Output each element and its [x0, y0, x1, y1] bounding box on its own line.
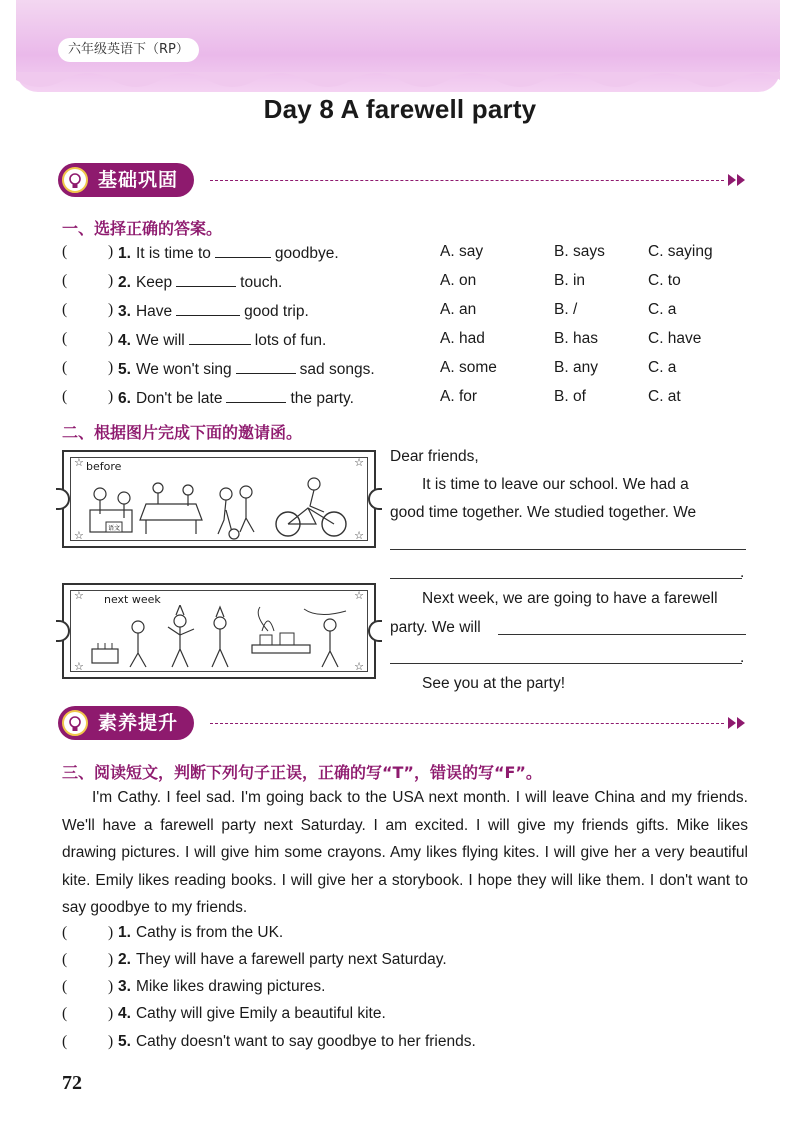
lightbulb-icon [62, 167, 88, 193]
answer-paren-close: ) [108, 1005, 114, 1022]
statement-text [118, 924, 283, 942]
answer-paren-close: ) [108, 301, 114, 318]
star-icon: ☆ [354, 457, 364, 469]
option-a: A. on [440, 272, 477, 289]
answer-paren-close: ) [108, 951, 114, 968]
answer-paren-open[interactable]: ( [62, 272, 68, 289]
answer-paren-open[interactable]: ( [62, 359, 68, 376]
option-c: C. have [648, 330, 702, 347]
picture-note: 语文 [108, 525, 121, 532]
question-row [62, 359, 742, 383]
answer-paren-close: ) [108, 978, 114, 995]
option-c: C. at [648, 388, 681, 405]
book-label: 六年级英语下（RP） [58, 38, 199, 62]
option-b: B. any [554, 359, 598, 376]
banner-pill [58, 163, 194, 197]
question-pre: We will [135, 332, 185, 349]
star-icon: ☆ [354, 590, 364, 602]
question-post: sad songs. [299, 361, 375, 378]
double-arrow-icon [726, 172, 748, 188]
answer-paren-open[interactable]: ( [62, 951, 68, 968]
statement-number: 5. [118, 1033, 131, 1050]
option-c: C. a [648, 359, 677, 376]
question-pre: Don't be late [135, 390, 223, 407]
answer-paren-close: ) [108, 359, 114, 376]
question-stem [118, 330, 326, 350]
option-c: C. saying [648, 243, 713, 260]
letter-greeting: Dear friends, [390, 448, 479, 465]
question-pre: Have [135, 303, 173, 320]
option-a: A. had [440, 330, 485, 347]
writing-line[interactable] [390, 578, 742, 579]
statement-row [62, 951, 748, 975]
double-arrow-icon [726, 715, 748, 731]
question-stem [118, 301, 309, 321]
statement-body: Mike likes drawing pictures. [135, 978, 326, 995]
reading-passage: I'm Cathy. I feel sad. I'm going back to the USA next month. I will leave China and my friends. We'll have a farewell party next Saturday. I am excited. I will give my friends gifts. Mike likes drawing pictures. I will give him some crayons. Amy likes flying kites. I will give her a very beautiful kite. Emily likes reading books. I will give her a storybook. I hope they will like them. I don't want to say goodbye to my friends. [62, 789, 748, 916]
banner-label: 基础巩固 [98, 169, 179, 191]
answer-paren-close: ) [108, 388, 114, 405]
picture-tag-next-week: next week [104, 593, 161, 606]
page-title: Day 8 A farewell party [263, 94, 537, 124]
letter-line-2: good time together. We studied together. We [390, 504, 697, 521]
question-pre: It is time to [135, 245, 211, 262]
answer-paren-close: ) [108, 330, 114, 347]
school-activities-illustration [84, 474, 360, 542]
picture-tag-before: before [86, 460, 122, 473]
banner-pill [58, 706, 194, 740]
question-row [62, 301, 742, 325]
answer-paren-open[interactable]: ( [62, 301, 68, 318]
question-post: the party. [290, 390, 354, 407]
statement-row [62, 1033, 748, 1057]
statement-number: 3. [118, 978, 131, 995]
party-illustration [84, 605, 360, 673]
letter-closing: See you at the party! [422, 675, 566, 692]
option-c: C. a [648, 301, 677, 318]
answer-paren-close: ) [108, 243, 114, 260]
statement-text [118, 1005, 386, 1023]
answer-blank[interactable] [226, 388, 286, 403]
question-post: goodbye. [274, 245, 339, 262]
star-icon: ☆ [354, 661, 364, 673]
question-row [62, 330, 742, 354]
question-number: 5. [118, 361, 131, 378]
star-icon: ☆ [74, 530, 84, 542]
answer-paren-open[interactable]: ( [62, 1033, 68, 1050]
question-row [62, 388, 742, 412]
letter-line-3: Next week, we are going to have a farewell [422, 590, 718, 607]
answer-paren-close: ) [108, 924, 114, 941]
statement-body: Cathy doesn't want to say goodbye to her friends. [135, 1033, 476, 1050]
banner-label: 素养提升 [98, 712, 179, 734]
question-pre: We won't sing [135, 361, 232, 378]
answer-blank[interactable] [189, 330, 251, 345]
ticket-notch-right [368, 488, 382, 510]
statement-row [62, 1005, 748, 1029]
question-number: 4. [118, 332, 131, 349]
answer-blank[interactable] [236, 359, 296, 374]
section-banner-improve [58, 706, 748, 740]
statement-body: They will have a farewell party next Saturday. [135, 951, 447, 968]
header-wave-decoration [16, 72, 780, 96]
answer-blank[interactable] [215, 243, 271, 258]
option-c: C. to [648, 272, 681, 289]
picture-next-week [62, 583, 376, 679]
question-post: touch. [240, 274, 283, 291]
option-a: A. an [440, 301, 477, 318]
option-b: B. in [554, 272, 586, 289]
dashed-divider [210, 723, 724, 724]
answer-blank[interactable] [176, 301, 240, 316]
page-number: 72 [62, 1072, 82, 1094]
star-icon: ☆ [74, 457, 84, 469]
letter-period: . [740, 649, 745, 666]
option-b: B. / [554, 301, 578, 318]
answer-blank[interactable] [176, 272, 236, 287]
question-number: 6. [118, 390, 131, 407]
question-stem [118, 243, 339, 263]
statement-body: Cathy will give Emily a beautiful kite. [135, 1005, 386, 1022]
statement-number: 1. [118, 924, 131, 941]
star-icon: ☆ [74, 661, 84, 673]
answer-paren-open[interactable]: ( [62, 243, 68, 260]
option-a: A. for [440, 388, 478, 405]
writing-line[interactable] [390, 663, 742, 664]
answer-paren-close: ) [108, 1033, 114, 1050]
statement-row [62, 924, 748, 948]
section-heading-choose: 一、选择正确的答案。 [62, 219, 223, 238]
answer-paren-open[interactable]: ( [62, 1005, 68, 1022]
question-number: 3. [118, 303, 131, 320]
ticket-notch-left [56, 488, 70, 510]
ticket-notch-right [368, 620, 382, 642]
lightbulb-icon [62, 710, 88, 736]
statement-number: 4. [118, 1005, 131, 1022]
statement-row [62, 978, 748, 1002]
letter-line-1: It is time to leave our school. We had a [422, 476, 689, 493]
statement-text [118, 951, 447, 969]
letter-line-4: party. We will [390, 619, 481, 636]
picture-before [62, 450, 376, 548]
question-row [62, 272, 742, 296]
answer-paren-open[interactable]: ( [62, 330, 68, 347]
question-number: 1. [118, 245, 131, 262]
statement-text [118, 978, 325, 996]
answer-paren-close: ) [108, 272, 114, 289]
option-b: B. of [554, 388, 586, 405]
writing-line[interactable] [498, 634, 746, 635]
question-stem [118, 272, 282, 292]
section-heading-true-false: 三、阅读短文，判断下列句子正误，正确的写“T”，错误的写“F”。 [62, 763, 542, 782]
question-post: lots of fun. [254, 332, 327, 349]
answer-paren-open[interactable]: ( [62, 978, 68, 995]
option-a: A. say [440, 243, 484, 260]
statement-body: Cathy is from the UK. [135, 924, 284, 941]
question-pre: Keep [135, 274, 173, 291]
option-a: A. some [440, 359, 497, 376]
answer-paren-open[interactable]: ( [62, 924, 68, 941]
star-icon: ☆ [354, 530, 364, 542]
answer-paren-open[interactable]: ( [62, 388, 68, 405]
statement-number: 2. [118, 951, 131, 968]
dashed-divider [210, 180, 724, 181]
question-post: good trip. [244, 303, 309, 320]
statement-text [118, 1033, 476, 1051]
star-icon: ☆ [74, 590, 84, 602]
section-banner-basics [58, 163, 748, 197]
ticket-notch-left [56, 620, 70, 642]
letter-period: . [740, 564, 745, 581]
question-stem [118, 359, 375, 379]
option-b: B. has [554, 330, 598, 347]
question-number: 2. [118, 274, 131, 291]
option-b: B. says [554, 243, 605, 260]
question-row [62, 243, 742, 267]
writing-line[interactable] [390, 549, 746, 550]
question-stem [118, 388, 354, 408]
section-heading-invitation: 二、根据图片完成下面的邀请函。 [62, 423, 303, 442]
